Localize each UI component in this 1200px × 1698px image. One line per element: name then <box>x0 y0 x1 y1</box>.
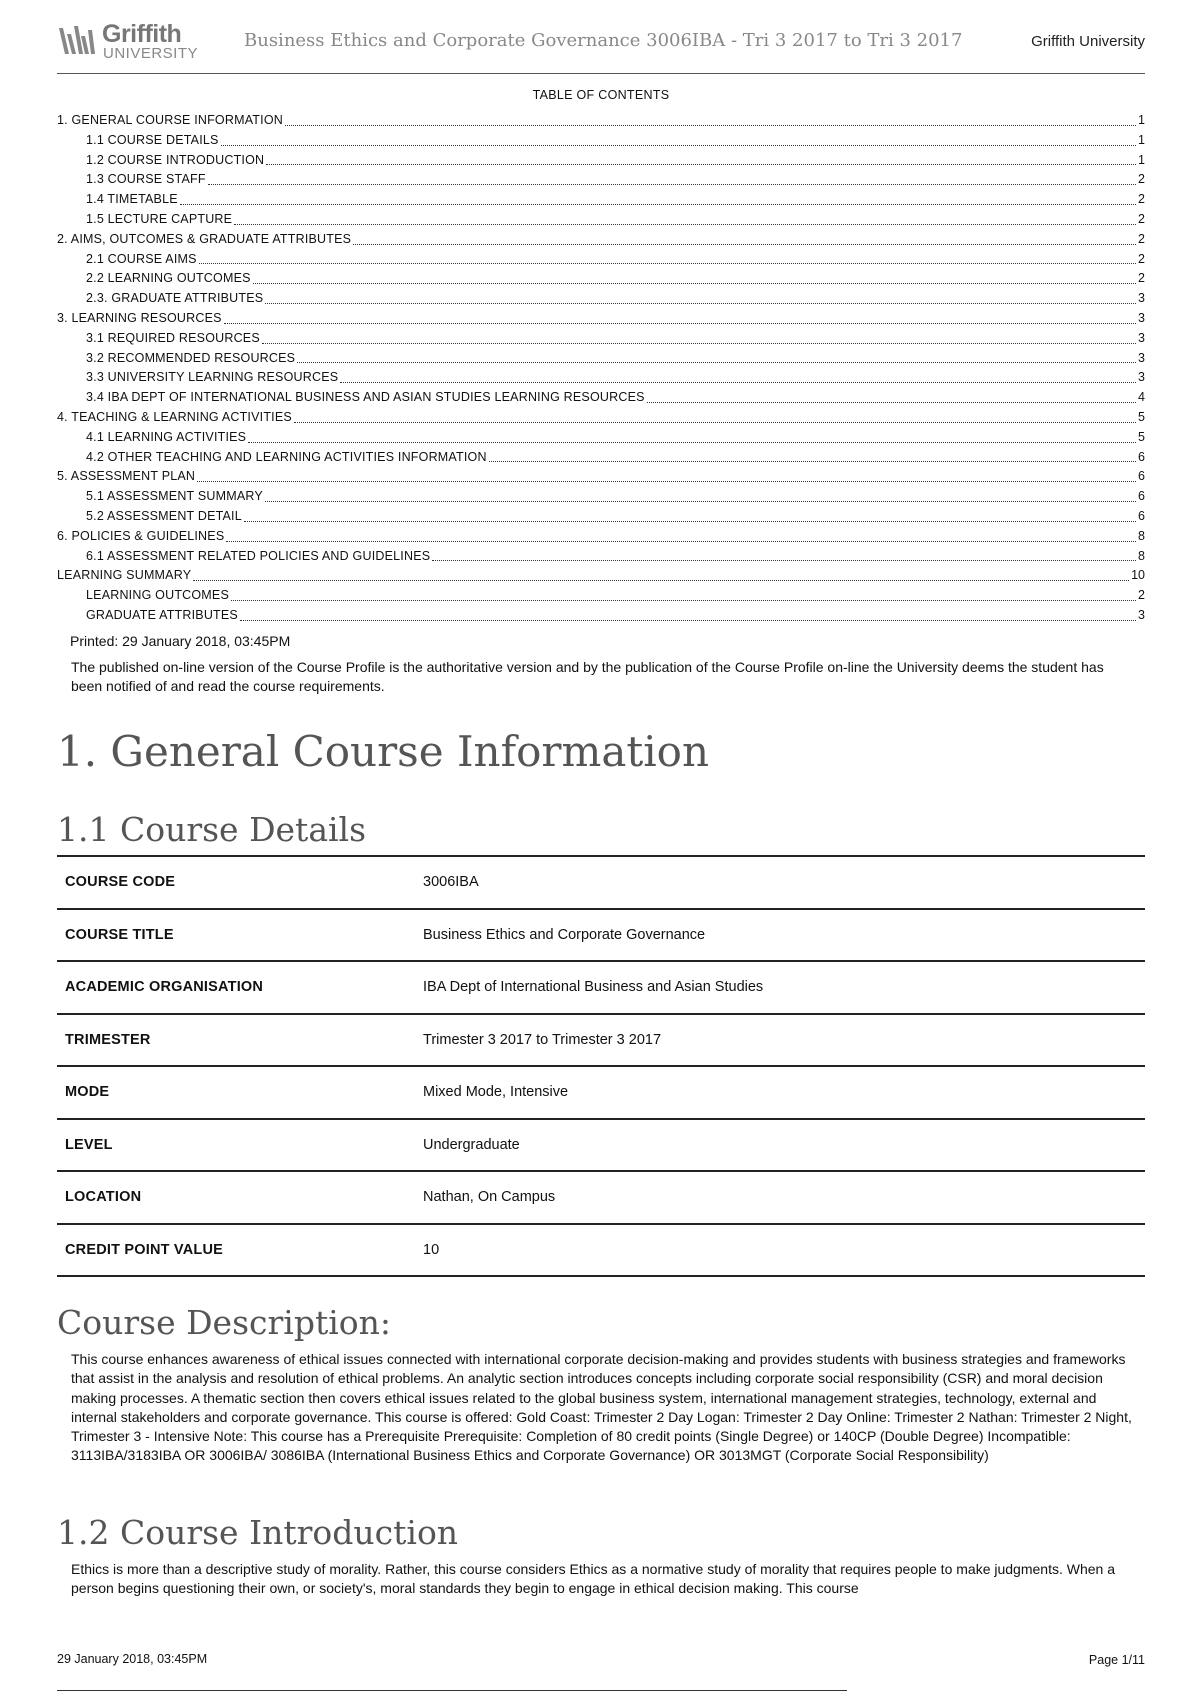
toc-entry-page: 2 <box>1138 211 1145 226</box>
toc-leader-dots <box>248 442 1136 443</box>
toc-leader-dots <box>262 343 1136 344</box>
detail-key: CREDIT POINT VALUE <box>65 1241 224 1258</box>
toc-leader-dots <box>234 224 1136 225</box>
detail-key: COURSE CODE <box>65 874 176 891</box>
table-row <box>57 962 1145 1015</box>
toc-entry-page: 4 <box>1138 390 1145 405</box>
toc-leader-dots <box>226 541 1136 542</box>
detail-key: LOCATION <box>65 1189 142 1206</box>
toc-entry-label: 5.2 ASSESSMENT DETAIL <box>86 508 242 523</box>
university-logo <box>57 20 207 62</box>
toc-entry-label: 4.2 OTHER TEACHING AND LEARNING ACTIVITIES INFORMATION <box>86 449 487 464</box>
detail-value: Nathan, On Campus <box>423 1189 556 1206</box>
toc-entry-page: 3 <box>1138 291 1145 306</box>
detail-value: Undergraduate <box>423 1136 520 1153</box>
toc-leader-dots <box>180 204 1136 205</box>
toc-entry[interactable] <box>57 586 1145 606</box>
detail-key: LEVEL <box>65 1136 113 1153</box>
toc-entry-label: 1. GENERAL COURSE INFORMATION <box>57 113 283 127</box>
toc-leader-dots <box>221 145 1136 146</box>
toc-entry-page: 2 <box>1138 251 1145 266</box>
toc-entry-page: 6 <box>1138 489 1145 504</box>
course-description-heading: Course Description: <box>57 1303 392 1342</box>
logo-wordmark: Griffith <box>102 20 182 48</box>
toc-entry[interactable] <box>57 151 1145 171</box>
toc-entry-page: 5 <box>1138 409 1145 424</box>
toc-entry-page: 6 <box>1138 469 1145 484</box>
toc-entry-page: 6 <box>1138 508 1145 523</box>
logo-subtitle: UNIVERSITY <box>103 45 199 62</box>
table-row <box>57 1120 1145 1173</box>
organisation-name: Griffith University <box>1031 33 1145 50</box>
toc-entry-page: 1 <box>1138 152 1145 167</box>
toc-entry-page: 2 <box>1138 231 1145 246</box>
toc-leader-dots <box>266 164 1136 165</box>
detail-value: 10 <box>423 1241 440 1258</box>
table-of-contents <box>57 111 1145 626</box>
toc-entry-label: LEARNING OUTCOMES <box>86 588 229 603</box>
toc-entry[interactable] <box>57 309 1145 329</box>
toc-entry[interactable] <box>57 250 1145 270</box>
toc-entry-label: 3.4 IBA DEPT OF INTERNATIONAL BUSINESS AND ASIAN STUDIES LEARNING RESOURCES <box>86 390 645 405</box>
toc-entry-label: 2.2 LEARNING OUTCOMES <box>86 271 251 286</box>
toc-entry[interactable] <box>57 448 1145 468</box>
toc-entry[interactable] <box>57 170 1145 190</box>
toc-entry[interactable] <box>57 566 1145 586</box>
toc-leader-dots <box>297 362 1136 363</box>
footer-divider <box>57 1690 847 1691</box>
toc-entry-label: 2. AIMS, OUTCOMES & GRADUATE ATTRIBUTES <box>57 231 352 246</box>
toc-entry-label: 3. LEARNING RESOURCES <box>57 310 222 325</box>
toc-leader-dots <box>340 382 1136 383</box>
detail-key: TRIMESTER <box>65 1031 151 1048</box>
toc-entry-page: 8 <box>1138 548 1145 563</box>
footer-page-number: Page 1/11 <box>1088 1653 1145 1667</box>
table-row <box>57 1067 1145 1120</box>
toc-leader-dots <box>253 283 1136 284</box>
toc-entry-label: 1.4 TIMETABLE <box>86 192 178 207</box>
toc-entry-label: 3.3 UNIVERSITY LEARNING RESOURCES <box>86 370 339 385</box>
course-introduction-text: Ethics is more than a descriptive study of morality. Rather, this course considers Ethics as a normative study of morality that requires people to make judgments. When a person begins questioning their own, or society's, moral standards they begin to engage in ethical decision making. This course <box>71 1561 1115 1597</box>
toc-entry-page: 3 <box>1138 607 1145 622</box>
toc-leader-dots <box>231 600 1136 601</box>
toc-entry[interactable] <box>57 527 1145 547</box>
toc-leader-dots <box>265 501 1136 502</box>
toc-leader-dots <box>647 402 1136 403</box>
section-1-heading: 1. General Course Information <box>57 727 710 776</box>
toc-entry-label: 1.1 COURSE DETAILS <box>86 132 219 147</box>
toc-leader-dots <box>285 125 1136 126</box>
toc-entry-label: LEARNING SUMMARY <box>57 568 192 583</box>
course-introduction-heading: 1.2 Course Introduction <box>57 1513 459 1552</box>
toc-entry[interactable] <box>57 131 1145 151</box>
toc-entry[interactable] <box>57 289 1145 309</box>
toc-entry-page: 1 <box>1138 113 1145 127</box>
toc-leader-dots <box>353 244 1136 245</box>
toc-entry-page: 2 <box>1138 192 1145 207</box>
toc-leader-dots <box>489 461 1136 462</box>
toc-leader-dots <box>208 184 1136 185</box>
toc-entry-label: 4. TEACHING & LEARNING ACTIVITIES <box>57 409 292 424</box>
toc-entry[interactable] <box>57 487 1145 507</box>
toc-entry[interactable] <box>57 230 1145 250</box>
toc-entry-page: 2 <box>1138 172 1145 187</box>
toc-entry-label: 5. ASSESSMENT PLAN <box>57 469 196 484</box>
table-row <box>57 857 1145 910</box>
toc-entry-page: 10 <box>1131 568 1145 583</box>
toc-entry-label: 3.2 RECOMMENDED RESOURCES <box>86 350 296 365</box>
toc-entry-page: 2 <box>1138 588 1145 603</box>
printed-timestamp: Printed: 29 January 2018, 03:45PM <box>70 633 291 649</box>
toc-entry-page: 8 <box>1138 528 1145 543</box>
toc-entry[interactable] <box>57 210 1145 230</box>
toc-entry[interactable] <box>57 329 1145 349</box>
detail-value: IBA Dept of International Business and Asian Studies <box>423 979 764 996</box>
toc-entry-page: 2 <box>1138 271 1145 286</box>
detail-value: Business Ethics and Corporate Governance <box>423 926 706 943</box>
toc-entry[interactable] <box>57 349 1145 369</box>
toc-entry-page: 3 <box>1138 310 1145 325</box>
toc-entry[interactable] <box>57 190 1145 210</box>
detail-value: Trimester 3 2017 to Trimester 3 2017 <box>423 1031 662 1048</box>
footer-date: 29 January 2018, 03:45PM <box>57 1652 208 1666</box>
toc-leader-dots <box>265 303 1136 304</box>
document-title: Business Ethics and Corporate Governance 3006IBA - Tri 3 2017 to Tri 3 2017 <box>244 30 963 51</box>
detail-value: Mixed Mode, Intensive <box>423 1084 569 1101</box>
toc-entry-label: 2.3. GRADUATE ATTRIBUTES <box>86 291 264 306</box>
table-row <box>57 1172 1145 1225</box>
course-details-heading: 1.1 Course Details <box>57 810 367 849</box>
toc-entry[interactable] <box>57 269 1145 289</box>
toc-entry-label: GRADUATE ATTRIBUTES <box>86 607 238 622</box>
toc-entry[interactable] <box>57 428 1145 448</box>
authoritative-notice: The published on-line version of the Course Profile is the authoritative version and by the publication of the Course Profile on-line the University deems the student has been notified of and read the course requirements. <box>71 659 1104 694</box>
toc-entry-label: 3.1 REQUIRED RESOURCES <box>86 330 260 345</box>
detail-key: COURSE TITLE <box>65 926 174 943</box>
toc-entry-label: 1.3 COURSE STAFF <box>86 172 206 187</box>
toc-entry[interactable] <box>57 507 1145 527</box>
toc-leader-dots <box>224 323 1136 324</box>
toc-heading: TABLE OF CONTENTS <box>532 88 670 102</box>
table-row <box>57 910 1145 963</box>
course-description-text: This course enhances awareness of ethical issues connected with international corporate decision-making and provides students with business strategies and frameworks that assist in the analysis and resolution of ethical problems. An analytic section introduces concepts including corporate social responsibility (CSR) and moral decision making processes. A thematic section then covers ethical issues related to the global business system, international management strategies, technology, external and internal stakeholders and corporate governance. This course is offered: Gold Coast: Trimester 2 Day Logan: Trimester 2 Day Online: Trimester 2 Nathan: Trimester 2 Night, Trimester 3 - Intensive Note: This course has a Prerequisite Prerequisite: Completion of 80 credit points (Single Degree) or 140CP (Double Degree) Incompatible: 3113IBA/3183IBA OR 3006IBA/ 3086IBA (International Business Ethics and Corporate Governance) OR 3013MGT (Corporate Social Responsibility) <box>71 1351 1132 1464</box>
toc-entry[interactable] <box>57 111 1145 131</box>
page-header <box>57 20 1145 74</box>
toc-entry-page: 3 <box>1138 370 1145 385</box>
toc-entry-label: 4.1 LEARNING ACTIVITIES <box>86 429 247 444</box>
course-details-table <box>57 855 1145 1277</box>
toc-leader-dots <box>240 620 1136 621</box>
toc-entry-page: 3 <box>1138 350 1145 365</box>
griffith-logo-icon <box>57 24 99 56</box>
toc-entry[interactable] <box>57 388 1145 408</box>
detail-key: MODE <box>65 1084 110 1101</box>
toc-entry-label: 6.1 ASSESSMENT RELATED POLICIES AND GUIDELINES <box>86 548 431 563</box>
toc-leader-dots <box>244 521 1136 522</box>
toc-entry-page: 5 <box>1138 429 1145 444</box>
toc-entry-page: 3 <box>1138 330 1145 345</box>
table-row <box>57 1225 1145 1278</box>
toc-entry-page: 1 <box>1138 132 1145 147</box>
toc-entry[interactable] <box>57 368 1145 388</box>
toc-entry-label: 1.2 COURSE INTRODUCTION <box>86 152 265 167</box>
toc-entry[interactable] <box>57 547 1145 567</box>
table-row <box>57 1015 1145 1068</box>
toc-entry-label: 1.5 LECTURE CAPTURE <box>86 211 233 226</box>
toc-leader-dots <box>432 560 1136 561</box>
toc-entry-label: 2.1 COURSE AIMS <box>86 251 197 266</box>
toc-leader-dots <box>197 481 1136 482</box>
toc-entry[interactable] <box>57 408 1145 428</box>
detail-key: ACADEMIC ORGANISATION <box>65 979 264 996</box>
toc-entry-label: 5.1 ASSESSMENT SUMMARY <box>86 489 263 504</box>
toc-entry-page: 6 <box>1138 449 1145 464</box>
toc-leader-dots <box>193 580 1129 581</box>
toc-leader-dots <box>199 263 1136 264</box>
toc-entry[interactable] <box>57 467 1145 487</box>
toc-leader-dots <box>294 422 1136 423</box>
toc-entry-label: 6. POLICIES & GUIDELINES <box>57 528 225 543</box>
detail-value: 3006IBA <box>423 874 479 891</box>
toc-entry[interactable] <box>57 606 1145 626</box>
